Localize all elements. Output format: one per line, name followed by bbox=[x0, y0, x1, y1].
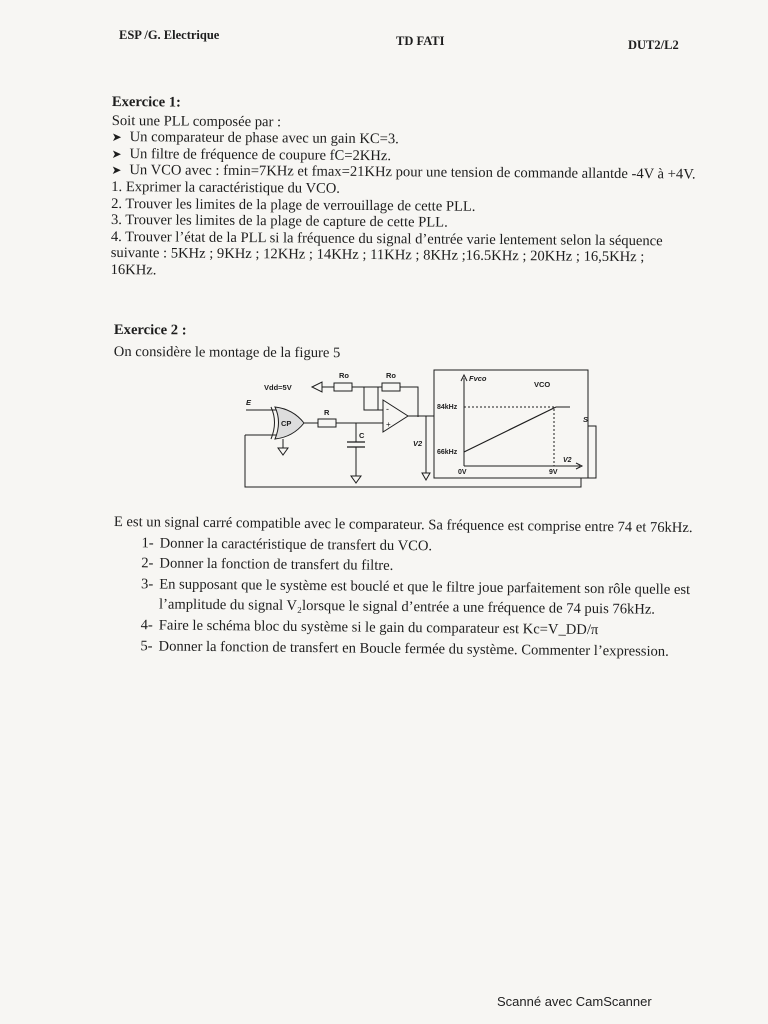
exercice-2-body bbox=[112, 512, 738, 663]
exercice-1 bbox=[111, 94, 737, 283]
camscanner-watermark: Scanné avec CamScanner bbox=[497, 994, 652, 1009]
question-item: 3- En supposant que le système est bouclé et que le filtre joue parfaitement son rôle quelle est bbox=[140, 576, 691, 598]
question-line: 16KHz. bbox=[110, 261, 157, 279]
header-right: DUT2/L2 bbox=[628, 38, 679, 52]
label-cp: CP bbox=[281, 419, 292, 428]
question-line: 3. Trouver les limites de la plage de capture de cette PLL. bbox=[110, 212, 448, 231]
exercice-2-heading bbox=[114, 320, 341, 363]
label-vdd: Vdd=5V bbox=[264, 383, 292, 392]
label-84khz: 84kHz bbox=[437, 404, 458, 411]
label-vco: VCO bbox=[534, 380, 551, 389]
exercice-1-title: Exercice 1: bbox=[111, 94, 182, 111]
exercice-2-intro: On considère le montage de la figure 5 bbox=[113, 343, 341, 362]
exercice-1-intro: Soit une PLL composée par : bbox=[111, 112, 282, 130]
bullet-text: Un comparateur de phase avec un gain KC=3. bbox=[129, 129, 399, 148]
header-left: ESP /G. Electrique bbox=[119, 28, 220, 42]
label-0v: 0V bbox=[458, 469, 467, 476]
arrow-bullet-icon: ➤ bbox=[111, 163, 122, 178]
label-v2-axis: V2 bbox=[563, 457, 572, 464]
exercice-2-description: E est un signal carré compatible avec le comparateur. Sa fréquence est comprise entre 74 et 76kHz. bbox=[113, 513, 693, 537]
label-c: C bbox=[359, 431, 365, 440]
bullet-text: Un VCO avec : fmin=7KHz et fmax=21KHz pour une tension de commande allantde -4V à +4V. bbox=[129, 162, 696, 183]
label-v2-left: V2 bbox=[413, 439, 423, 448]
pll-circuit-figure bbox=[238, 366, 603, 494]
question-continuation: l’amplitude du signal V₂lorsque le signal d’entrée a une fréquence de 74 puis 76kHz. bbox=[158, 596, 656, 619]
label-s: S bbox=[583, 415, 589, 424]
question-item: 1- Donner la caractéristique de transfert du VCO. bbox=[141, 534, 433, 554]
label-r: R bbox=[324, 408, 330, 417]
question-item: 5- Donner la fonction de transfert en Boucle fermée du système. Commenter l’expression. bbox=[140, 637, 669, 660]
question-item: 2- Donner la fonction de transfert du filtre. bbox=[141, 555, 394, 575]
question-line: suivante : 5KHz ; 9KHz ; 12KHz ; 14KHz ; 11KHz ; 8KHz ;16.5KHz ; 20KHz ; 16,5KHz ; bbox=[110, 245, 645, 266]
label-plus: + bbox=[386, 420, 391, 429]
question-line: 2. Trouver les limites de la plage de verrouillage de cette PLL. bbox=[111, 195, 476, 215]
label-e: E bbox=[246, 398, 252, 407]
arrow-bullet-icon: ➤ bbox=[111, 146, 122, 161]
question-item: 4- Faire le schéma bloc du système si le gain du comparateur est Kc=V_DD/π bbox=[140, 617, 599, 639]
bullet-text: Un filtre de fréquence de coupure fC=2KHz. bbox=[129, 145, 392, 164]
label-9v: 9V bbox=[549, 469, 558, 476]
label-ro-2: Ro bbox=[386, 371, 396, 380]
label-66khz: 66kHz bbox=[437, 449, 458, 456]
label-ro-1: Ro bbox=[339, 371, 349, 380]
question-line: 4. Trouver l’état de la PLL si la fréquence du signal d’entrée varie lentement selon la séquence bbox=[110, 228, 663, 250]
question-line: 1. Exprimer la caractéristique du VCO. bbox=[111, 178, 341, 197]
label-minus: - bbox=[386, 404, 389, 414]
exercice-2-title: Exercice 2 : bbox=[113, 321, 187, 339]
header-center: TD FATI bbox=[396, 34, 445, 48]
arrow-bullet-icon: ➤ bbox=[111, 130, 122, 145]
label-fvco: Fvco bbox=[469, 374, 487, 383]
